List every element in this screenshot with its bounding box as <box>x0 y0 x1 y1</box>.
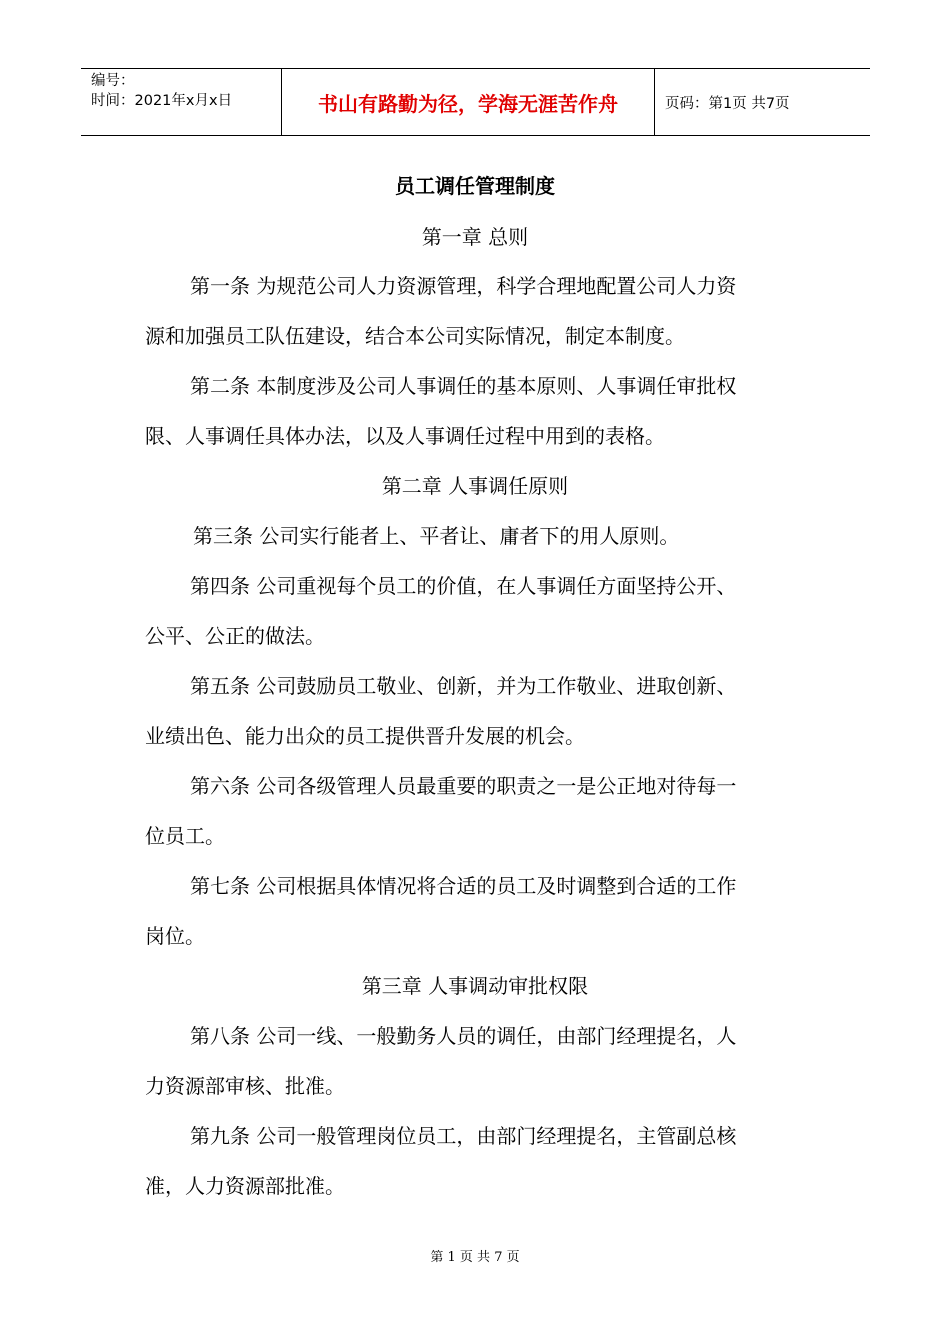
paragraph-line: 限、人事调任具体办法，以及人事调任过程中用到的表格。 <box>145 424 665 448</box>
paragraph-line: 第七条 公司根据具体情况将合适的员工及时调整到合适的工作 <box>190 874 737 898</box>
paragraph-line: 准，人力资源部批准。 <box>145 1174 345 1198</box>
chapter-heading: 第一章 总则 <box>421 225 529 249</box>
paragraph-line: 第二条 本制度涉及公司人事调任的基本原则、人事调任审批权 <box>190 374 737 398</box>
chapter-heading: 第二章 人事调任原则 <box>381 474 569 498</box>
header-motto: 书山有路勤为径，学海无涯苦作舟 <box>281 69 655 135</box>
header-table <box>81 68 870 136</box>
chapter-heading: 第三章 人事调动审批权限 <box>361 974 589 998</box>
paragraph-line: 业绩出色、能力出众的员工提供晋升发展的机会。 <box>145 724 585 748</box>
paragraph-line: 源和加强员工队伍建设，结合本公司实际情况，制定本制度。 <box>145 324 685 348</box>
document-title: 员工调任管理制度 <box>395 174 555 198</box>
paragraph-line: 岗位。 <box>145 924 205 948</box>
paragraph-line: 第八条 公司一线、一般勤务人员的调任，由部门经理提名，人 <box>190 1024 737 1048</box>
paragraph-line: 第九条 公司一般管理岗位员工，由部门经理提名，主管副总核 <box>190 1124 737 1148</box>
header-page-number: 页码：第1页 共7页 <box>665 95 790 112</box>
paragraph-line: 第六条 公司各级管理人员最重要的职责之一是公正地对待每一 <box>190 774 737 798</box>
paragraph-line: 第五条 公司鼓励员工敬业、创新，并为工作敬业、进取创新、 <box>190 674 737 698</box>
number-label: 编号： <box>91 73 135 89</box>
paragraph-line: 力资源部审核、批准。 <box>145 1074 345 1098</box>
paragraph-line: 第一条 为规范公司人力资源管理，科学合理地配置公司人力资 <box>190 274 737 298</box>
paragraph-line: 第四条 公司重视每个员工的价值，在人事调任方面坚持公开、 <box>190 574 737 598</box>
time-label: 时间：2021年x月x日 <box>91 93 233 109</box>
paragraph-line: 公平、公正的做法。 <box>145 624 325 648</box>
paragraph-line: 第三条 公司实行能者上、平者让、庸者下的用人原则。 <box>193 524 680 548</box>
page-footer: 第 1 页 共 7 页 <box>430 1250 520 1265</box>
header-meta <box>81 69 281 135</box>
paragraph-line: 位员工。 <box>145 824 225 848</box>
